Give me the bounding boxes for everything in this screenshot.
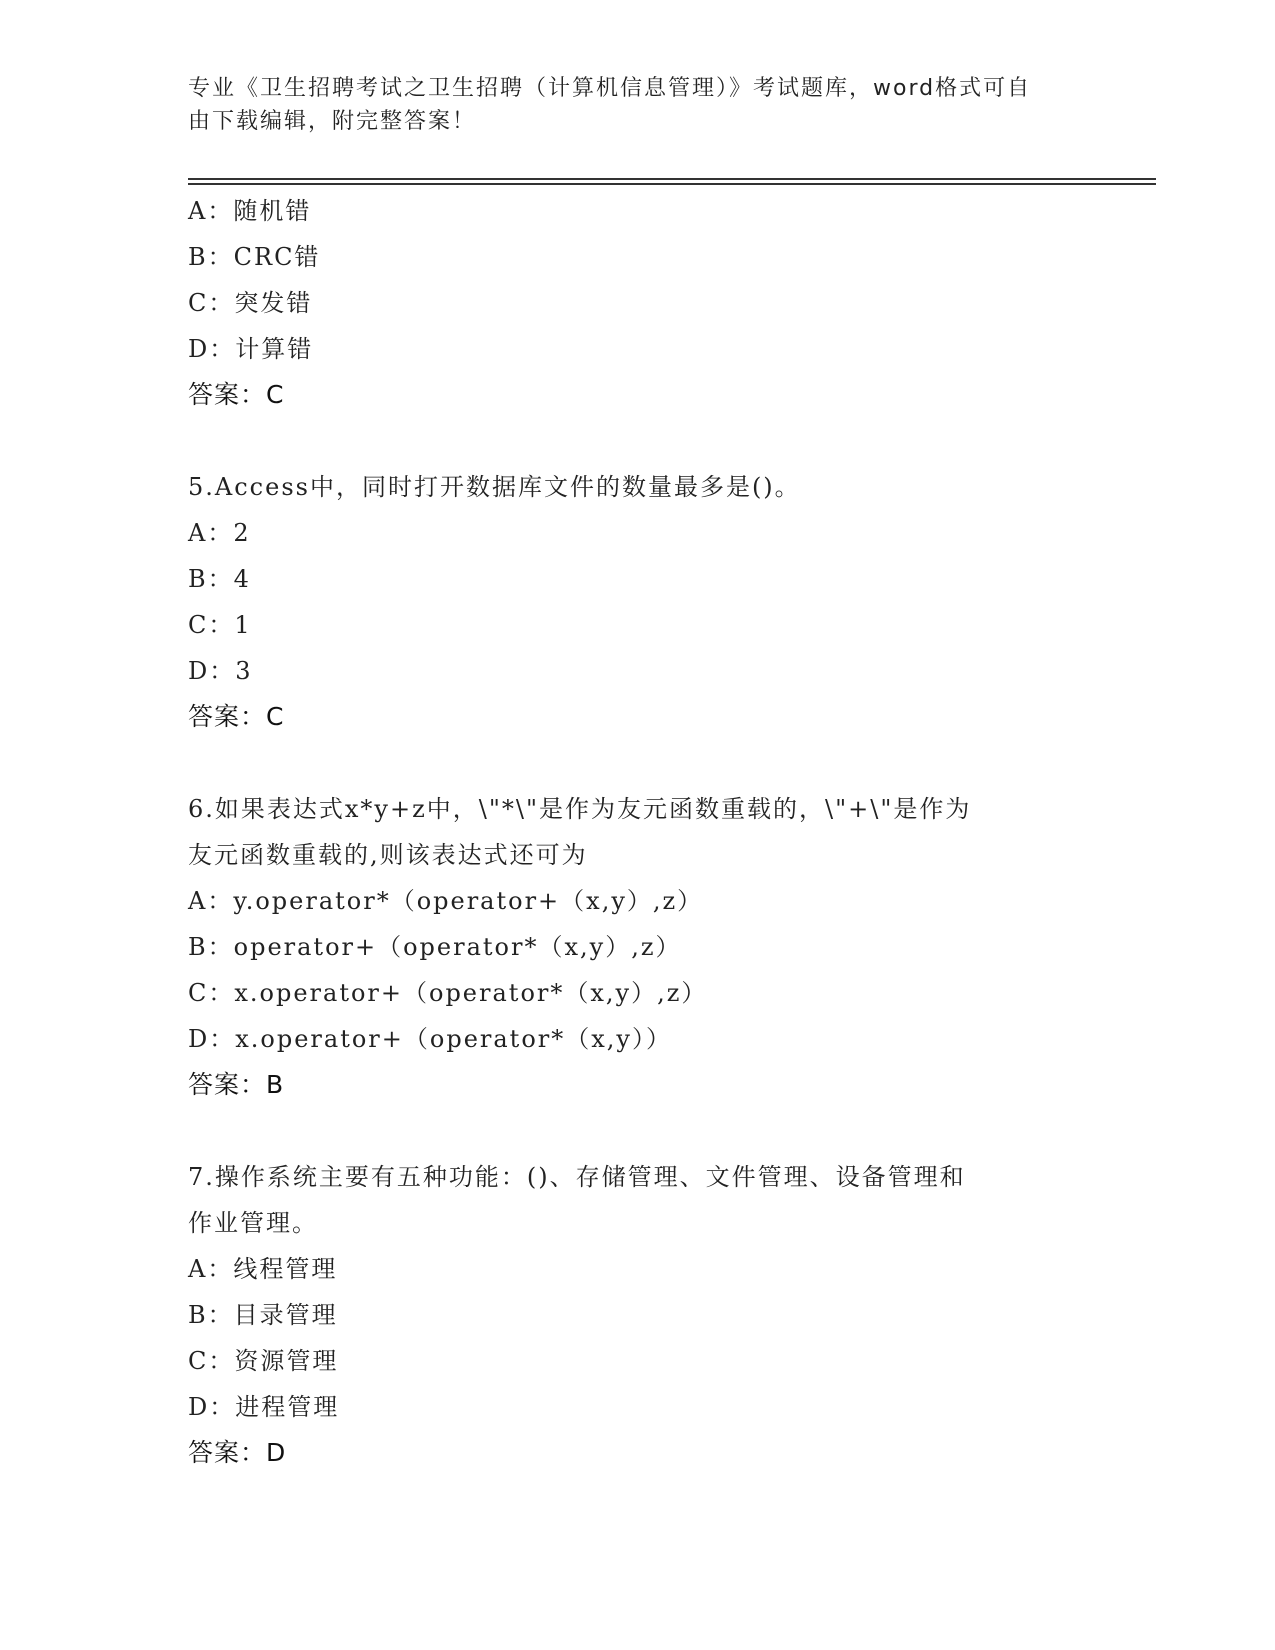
- question-block-4: [188, 188, 1088, 418]
- option-d: D：3: [188, 657, 253, 685]
- spacer: [188, 418, 1088, 464]
- question-block-5: [188, 464, 1088, 740]
- option-a: A：随机错: [188, 197, 312, 225]
- header-line-1: 专业《卫生招聘考试之卫生招聘（计算机信息管理）》考试题库，word格式可自: [188, 76, 1032, 101]
- option-d: D：进程管理: [188, 1393, 340, 1421]
- question-text-line-2: 友元函数重载的,则该表达式还可为: [188, 841, 588, 869]
- header-line-2: 由下载编辑，附完整答案！: [188, 109, 477, 134]
- option-c: C：突发错: [188, 289, 313, 317]
- spacer: [188, 1108, 1088, 1154]
- header-divider-top: [188, 178, 1156, 180]
- answer: 答案：D: [188, 1438, 287, 1467]
- option-b: B：目录管理: [188, 1301, 338, 1329]
- spacer: [188, 740, 1088, 786]
- question-list: [188, 188, 1088, 1476]
- option-a: A：y.operator*（operator+（x,y）,z）: [188, 887, 704, 915]
- option-d: D：x.operator+（operator*（x,y））: [188, 1025, 672, 1053]
- option-c: C：资源管理: [188, 1347, 339, 1375]
- question-block-7: [188, 1154, 1088, 1476]
- option-b: B：operator+（operator*（x,y）,z）: [188, 933, 682, 961]
- option-c: C：x.operator+（operator*（x,y）,z）: [188, 979, 708, 1007]
- document-header: [188, 72, 1088, 138]
- answer: 答案：B: [188, 1070, 285, 1099]
- question-block-6: [188, 786, 1088, 1108]
- question-text: 5.Access中，同时打开数据库文件的数量最多是()。: [188, 473, 801, 501]
- option-d: D：计算错: [188, 335, 314, 363]
- answer: 答案：C: [188, 702, 285, 731]
- question-text-line-1: 7.操作系统主要有五种功能：()、存储管理、文件管理、设备管理和: [188, 1163, 966, 1191]
- option-a: A：2: [188, 519, 251, 547]
- option-a: A：线程管理: [188, 1255, 338, 1283]
- question-text-line-1: 6.如果表达式x*y+z中，\"*\"是作为友元函数重载的，\"+\"是作为: [188, 795, 972, 823]
- answer: 答案：C: [188, 380, 285, 409]
- option-b: B：CRC错: [188, 243, 321, 271]
- option-b: B：4: [188, 565, 251, 593]
- question-text-line-2: 作业管理。: [188, 1209, 318, 1237]
- option-c: C：1: [188, 611, 252, 639]
- header-divider-bottom: [188, 183, 1156, 185]
